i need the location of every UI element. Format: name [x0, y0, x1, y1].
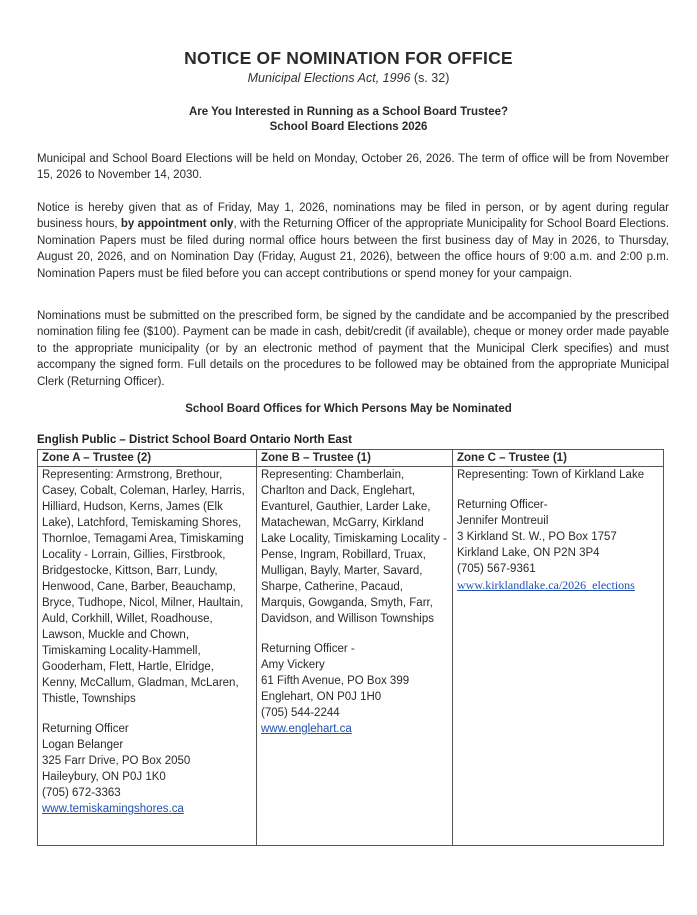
act-section: (s. 32): [410, 71, 450, 85]
question-heading: [0, 105, 697, 135]
zone-b-officer-name: Amy Vickery: [261, 659, 325, 671]
offices-heading: School Board Offices for Which Persons May be Nominated: [185, 403, 512, 415]
zone-c-address-line1: 3 Kirkland St. W., PO Box 1757: [457, 531, 617, 543]
zone-b-representing: Representing: Chamberlain, Charlton and Dack, Englehart, Evanturel, Gauthier, Larder Lake, Matachewan, McGarry, Kirkland Lake Locality, Timiskaming Locality - Pense, Ingram, Robillard, Truax, Mulligan, Bayly, Marter, Savard, Sharpe, Catherine, Pacaud, Marquis, Gowganda, Smyth, Farr, Davidson, and Willison Townships: [261, 469, 447, 625]
zone-a-address-line2: Haileybury, ON P0J 1K0: [42, 771, 166, 783]
zone-c-officer-name: Jennifer Montreuil: [457, 515, 549, 527]
zones-table: [37, 449, 664, 846]
elections-year-line: School Board Elections 2026: [269, 121, 428, 133]
zone-a-officer-name: Logan Belanger: [42, 739, 124, 751]
zone-c-website-link[interactable]: www.kirklandlake.ca/2026_elections: [457, 578, 635, 592]
zone-a-cell: [38, 467, 257, 846]
school-board-title: English Public – District School Board Ontario North East: [37, 434, 353, 446]
zone-c-officer-label: Returning Officer-: [457, 499, 548, 511]
zone-a-address-line1: 325 Farr Drive, PO Box 2050: [42, 755, 191, 767]
act-reference: [0, 71, 697, 85]
filing-text-start: Notice is hereby given that as of Friday, May 1, 2026, nominations may be filed in person, or by agent during regular business hours,: [37, 202, 669, 231]
election-date-paragraph: Municipal and School Board Elections will be held on Monday, October 26, 2026. The term of office will be from November 15, 2026 to November 14, 2030.: [37, 153, 669, 182]
nomination-fee-paragraph: Nominations must be submitted on the prescribed form, be signed by the candidate and be accompanied by the prescribed nomination filing fee ($100). Payment can be made in cash, debit/credit (if available), cheque or money order made payable to the appropriate municipality (or by an electronic method of payment that the Municipal Clerk specifies) and must accompany the signed form. Full details on the procedures to be followed may be obtained from the appropriate Municipal Clerk (Returning Officer).: [37, 310, 669, 388]
zone-c-cell: [453, 467, 664, 846]
zone-b-phone: (705) 544-2244: [261, 707, 340, 719]
zone-c-header: Zone C – Trustee (1): [453, 450, 664, 467]
zone-a-officer-label: Returning Officer: [42, 723, 129, 735]
zone-b-officer-label: Returning Officer -: [261, 643, 355, 655]
zones-body-row: [38, 467, 664, 846]
zone-a-website-link[interactable]: www.temiskamingshores.ca: [42, 803, 184, 815]
zones-header-row: [38, 450, 664, 467]
zone-b-header: Zone B – Trustee (1): [257, 450, 453, 467]
act-name: Municipal Elections Act, 1996: [247, 71, 411, 85]
filing-text-end: , with the Returning Officer of the appropriate Municipality for School Board Elections. Nomination Papers must be filed during normal office hours between the first business day of May in 2026, to Thursday, August 20, 2026, and on Nomination Day (Friday, August 21, 2026), between the office hours of 9:00 a.m. and 2:00 p.m. Nomination Papers must be filed before you can accept contributions or spend money for your campaign.: [37, 218, 669, 280]
appointment-only-emphasis: by appointment only: [120, 218, 234, 231]
question-line: Are You Interested in Running as a School Board Trustee?: [188, 106, 509, 118]
zone-c-phone: (705) 567-9361: [457, 563, 536, 575]
zone-b-cell: [257, 467, 453, 846]
zone-b-address-line2: Englehart, ON P0J 1H0: [261, 691, 382, 703]
zone-a-phone: (705) 672-3363: [42, 787, 121, 799]
zone-a-header: Zone A – Trustee (2): [38, 450, 257, 467]
zone-b-website-link[interactable]: www.englehart.ca: [261, 723, 352, 735]
zone-b-address-line1: 61 Fifth Avenue, PO Box 399: [261, 675, 410, 687]
zone-a-representing: Representing: Armstrong, Brethour, Casey, Cobalt, Coleman, Harley, Harris, Hilliard, Hudson, Kerns, James (Elk Lake), Latchford, Temiskaming Shores, Thornloe, Temagami Area, Timiskaming Locality - Lorrain, Gillies, Firstbrook, Bridgestocke, Kittson, Barr, Lundy, Henwood, Cane, Barber, Beauchamp, Bryce, Tudhope, Nicol, Milner, Haultain, Auld, Corkhill, Willet, Roadhouse, Lawson, Muckle and Chown, Timiskaming Locality-Hammell, Gooderham, Flett, Hartle, Elridge, Kenny, McCallum, Gladman, McLaren, Thistle, Townships: [42, 469, 245, 705]
nomination-filing-paragraph: [37, 200, 669, 282]
zone-c-address-line2: Kirkland Lake, ON P2N 3P4: [457, 547, 600, 559]
notice-title: NOTICE OF NOMINATION FOR OFFICE: [184, 48, 513, 68]
zone-c-representing: Representing: Town of Kirkland Lake: [457, 469, 645, 481]
